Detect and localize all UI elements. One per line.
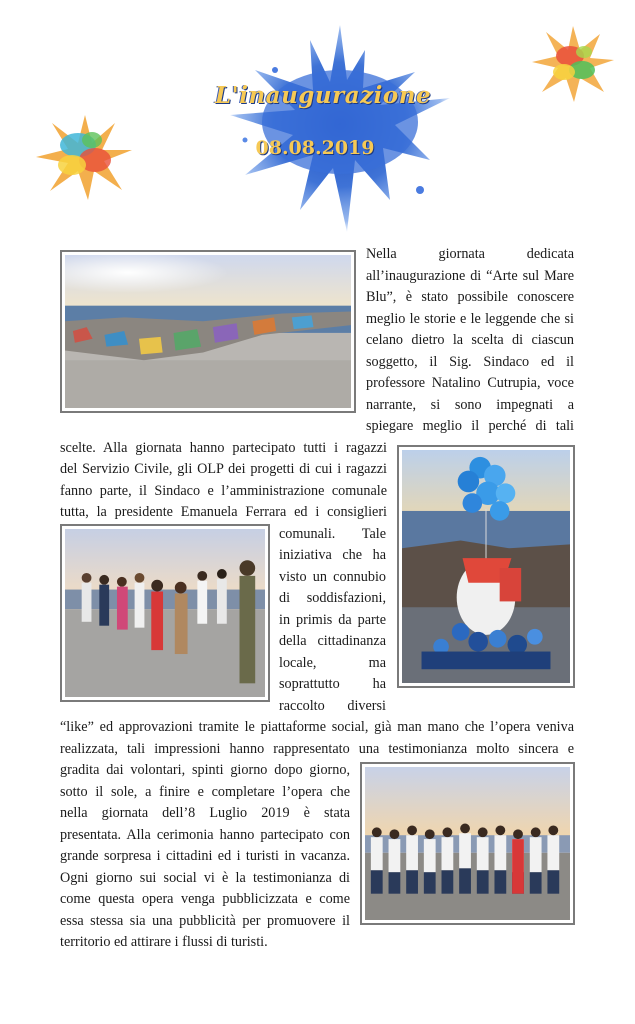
body-text-line: di soddisfazioni, [279, 590, 386, 606]
body-text-line: iniziativa che ha [279, 547, 386, 563]
body-text-line: gradita dai volontari, spinti giorno dopo giorno, [60, 762, 350, 778]
body-text-line: soggetto, il Sig. Sindaco ed il [366, 353, 574, 370]
body-text-line: tutta, la presidente Emanuela Ferrara ed i consiglieri [60, 504, 387, 520]
body-text-line: meglio le storie e le leggende che si [366, 310, 574, 327]
rainbow-paint-splash-right [528, 20, 618, 105]
body-text-line: soprattutto ha [279, 676, 386, 692]
body-text-line: scelte. Alla giornata hanno partecipato tutti i ragazzi [60, 439, 387, 456]
body-text-line: come questa opera venga pubblicizzata e come [60, 891, 350, 907]
seawall-mural-photo [60, 250, 356, 413]
body-text-line: professore Natalino Cutrupia, voce [366, 375, 574, 391]
body-text-line: “like” ed approvazioni tramite le piattaforme social, già man mano che l’opera veniva [60, 719, 574, 735]
body-text-line: all’inaugurazione di “Arte sul Mare [366, 267, 574, 284]
body-text-line: realizzata, tali impressioni hanno rappresentato una testimonianza molto sincera e [60, 740, 574, 757]
body-text-line: celano dietro la scelta di ciascun [366, 332, 574, 348]
body-text-line: territorio ed attirare i flussi di turisti. [60, 934, 268, 950]
body-text-line: sotto il sole, a finire e completare l’opera che [60, 783, 350, 800]
body-text-line: Blu”, è stato possibile conoscere [366, 289, 574, 305]
body-text-line: in primis da parte [279, 611, 386, 628]
body-text-line: presentata. Alla cerimonia hanno partecipato con [60, 826, 350, 843]
rainbow-paint-splash-left [30, 105, 140, 205]
balloon-sculpture-photo [397, 445, 575, 688]
body-text-line: visto un connubio [279, 568, 386, 585]
body-text-line: nella giornata dell’8 Luglio 2019 è stata [60, 805, 350, 821]
crowd-ceremony-photo [60, 524, 270, 702]
body-text-line: raccolto diversi [279, 697, 386, 714]
page-title: L'inaugurazione [215, 82, 432, 109]
body-text-line: del Servizio Civile, gli OLP dei progetti di cui i ragazzi [60, 461, 387, 477]
body-text-line: della cittadinanza [279, 633, 386, 649]
event-date: 08.08.2019 [255, 137, 375, 159]
body-text-line: Nella giornata dedicata [366, 246, 574, 262]
blue-paint-splash [215, 10, 465, 240]
body-text-line: fanno parte, il Sindaco e l’amministrazione comunale [60, 482, 387, 499]
body-text-line: grande sorpresa i cittadini ed i turisti in vacanza. [60, 848, 350, 864]
body-text-line: Ogni giorno sui social vi è la testimonianza di [60, 869, 350, 886]
body-text-line: narrante, si sono impegnati a [366, 396, 574, 413]
volunteers-group-photo [360, 762, 575, 925]
body-text-line: comunali. Tale [279, 525, 386, 542]
body-text-line: essa stessa sia una pubblicità per promuovere il [60, 912, 350, 929]
body-text-line: spiegare meglio il perché di tali [366, 418, 574, 434]
body-text-line: locale, ma [279, 654, 386, 671]
